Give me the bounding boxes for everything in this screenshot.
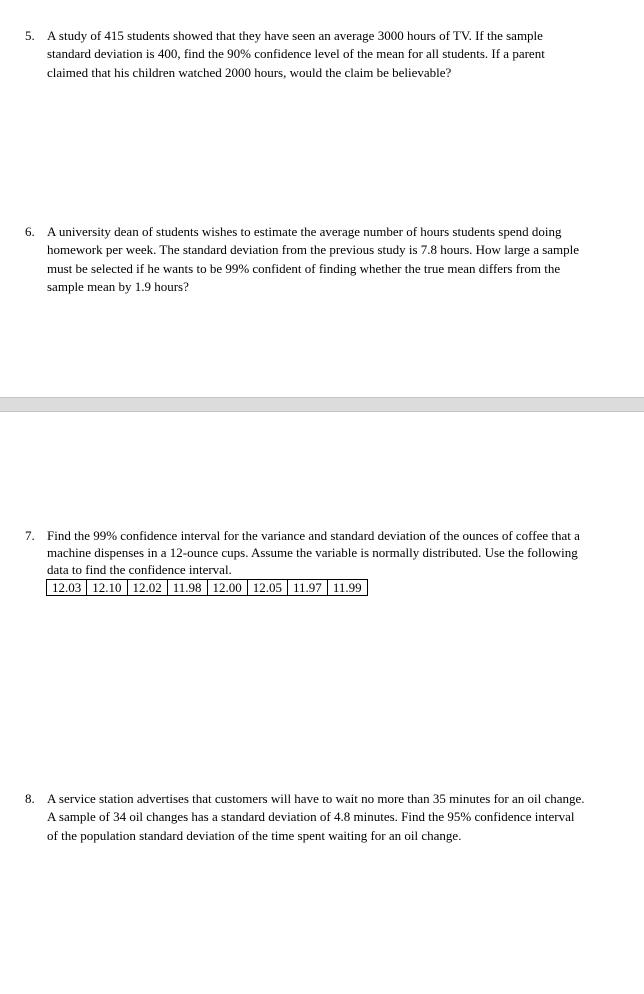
problem-number: 5. <box>25 28 35 43</box>
data-cell: 12.10 <box>87 580 127 596</box>
data-cell: 12.00 <box>207 580 247 596</box>
page-break-divider <box>0 397 644 412</box>
data-cell: 12.03 <box>47 580 87 596</box>
problem-6 <box>25 223 585 296</box>
problem-text: A study of 415 students showed that they have seen an average 3000 hours of TV. If the sample standard deviation is 400, find the 90% confidence level of the mean for all students. If a parent claimed that his children watched 2000 hours, would the claim be believable? <box>47 28 545 80</box>
problem-5 <box>25 27 585 82</box>
problem-number: 8. <box>25 791 35 806</box>
problem-7 <box>25 527 585 578</box>
problem-number: 6. <box>25 224 35 239</box>
problem-8 <box>25 790 585 845</box>
data-cell: 11.99 <box>327 580 367 596</box>
problem-text: Find the 99% confidence interval for the variance and standard deviation of the ounces of coffee that a machine dispenses in a 12-ounce cups. Assume the variable is normally distributed. Use the following data to find the confidence interval. <box>47 528 580 577</box>
coffee-data-table <box>46 579 368 596</box>
problem-text: A service station advertises that customers will have to wait no more than 35 minutes for an oil change. A sample of 34 oil changes has a standard deviation of 4.8 minutes. Find the 95% confidence interval of the population standard deviation of the time spent waiting for an oil change. <box>47 791 585 843</box>
data-cell: 12.05 <box>247 580 287 596</box>
data-cell: 11.98 <box>167 580 207 596</box>
data-cell: 12.02 <box>127 580 167 596</box>
problem-number: 7. <box>25 528 35 543</box>
data-cell: 11.97 <box>288 580 328 596</box>
table-row <box>47 580 368 596</box>
problem-text: A university dean of students wishes to estimate the average number of hours students spend doing homework per week. The standard deviation from the previous study is 7.8 hours. How large a sample must be selected if he wants to be 99% confident of finding whether the true mean differs from the sample mean by 1.9 hours? <box>47 224 580 294</box>
